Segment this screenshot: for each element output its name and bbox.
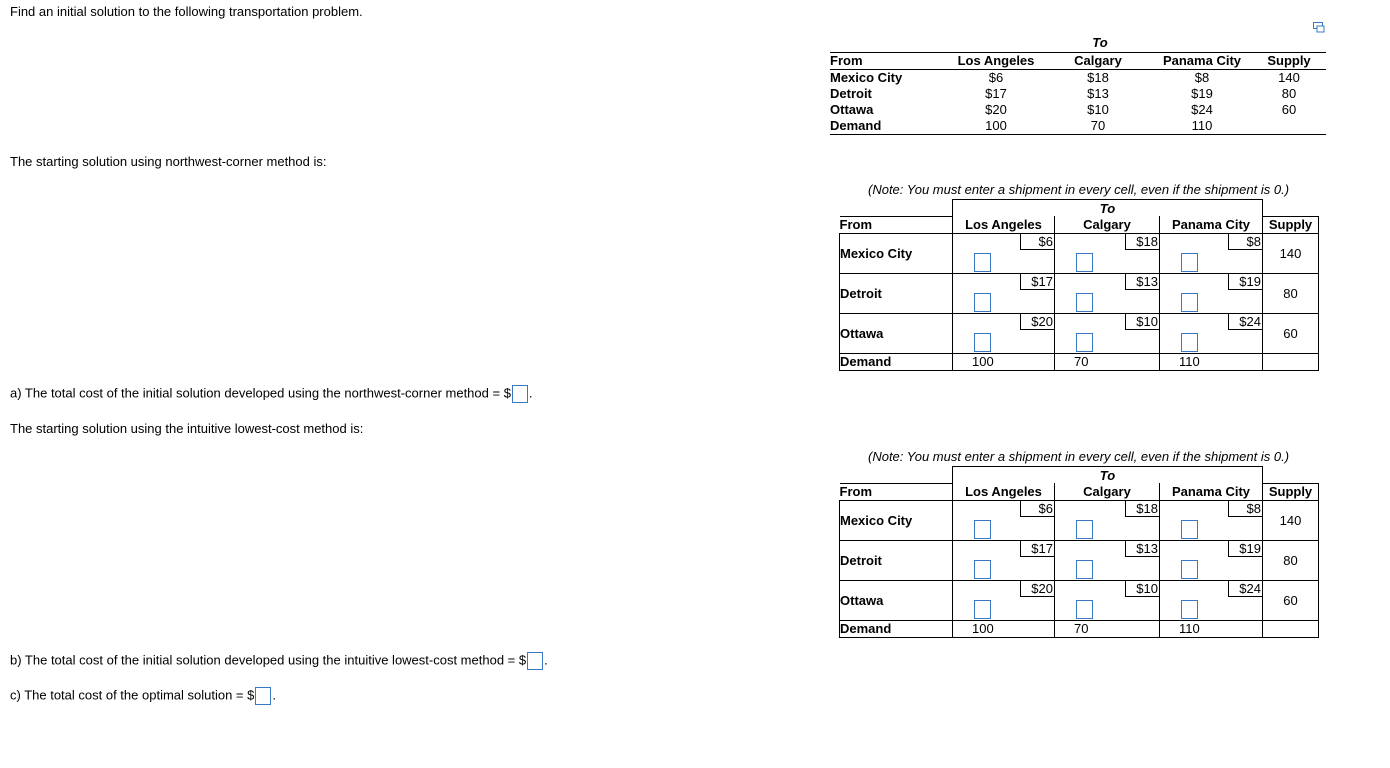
- from-header: From: [830, 53, 948, 70]
- demand-value: 70: [1055, 620, 1160, 637]
- optimal-cost-input[interactable]: [255, 687, 271, 705]
- shipment-input[interactable]: [1076, 333, 1093, 352]
- cost-value: $18: [1125, 501, 1159, 517]
- shipment-input[interactable]: [974, 520, 991, 539]
- cost-value: $24: [1191, 102, 1213, 117]
- shipment-note: (Note: You must enter a shipment in every cell, even if the shipment is 0.): [868, 182, 1290, 197]
- shipment-input[interactable]: [1076, 520, 1093, 539]
- supply-value: 60: [1263, 313, 1319, 353]
- source-label: Ottawa: [840, 580, 953, 620]
- nw-intro: The starting solution using northwest-corner method is:: [10, 154, 327, 169]
- supply-value: 80: [1281, 86, 1297, 101]
- supply-value: 140: [1263, 233, 1319, 273]
- shipment-cell: [953, 500, 1055, 540]
- dest-header: Calgary: [1055, 483, 1160, 500]
- cost-value: $6: [1020, 501, 1054, 517]
- supply-value: 80: [1263, 540, 1319, 580]
- cost-value: $19: [1228, 274, 1262, 290]
- dest-header: Panama City: [1160, 216, 1263, 233]
- cost-value: $24: [1228, 314, 1262, 330]
- shipment-cell: [1160, 540, 1263, 580]
- shipment-cell: [953, 273, 1055, 313]
- to-header: To: [953, 200, 1263, 217]
- shipment-cell: [1160, 580, 1263, 620]
- nw-shipment-grid: [839, 199, 1319, 371]
- cost-value: $10: [1125, 314, 1159, 330]
- supply-value: 60: [1263, 580, 1319, 620]
- problem-data-table: [830, 34, 1326, 135]
- demand-label: Demand: [840, 620, 953, 637]
- source-label: Detroit: [830, 86, 872, 101]
- supply-value: 80: [1263, 273, 1319, 313]
- demand-value: 70: [1044, 118, 1152, 135]
- from-header: From: [840, 216, 953, 233]
- shipment-input[interactable]: [974, 600, 991, 619]
- cost-value: $8: [1194, 70, 1210, 85]
- shipment-cell: [953, 313, 1055, 353]
- copy-icon[interactable]: [1313, 21, 1325, 33]
- lc-shipment-grid: [839, 466, 1319, 638]
- supply-header: Supply: [1263, 483, 1319, 500]
- supply-header: Supply: [1263, 216, 1319, 233]
- shipment-input[interactable]: [974, 253, 991, 272]
- question-a-suffix: .: [528, 385, 533, 401]
- shipment-input[interactable]: [1181, 293, 1198, 312]
- cost-value: $13: [1125, 541, 1159, 557]
- shipment-input[interactable]: [1181, 520, 1198, 539]
- cost-value: $6: [988, 70, 1004, 85]
- dest-header: Panama City: [1152, 53, 1252, 70]
- source-label: Ottawa: [830, 102, 874, 117]
- shipment-input[interactable]: [974, 333, 991, 352]
- question-c-text: c) The total cost of the optimal solution = $: [10, 687, 255, 703]
- question-b-text: b) The total cost of the initial solution developed using the intuitive lowest-cost method = $: [10, 652, 527, 668]
- shipment-input[interactable]: [1181, 600, 1198, 619]
- cost-value: $10: [1087, 102, 1109, 117]
- shipment-cell: [1160, 313, 1263, 353]
- cost-value: $18: [1087, 70, 1109, 85]
- shipment-input[interactable]: [1076, 600, 1093, 619]
- cost-value: $20: [1020, 581, 1054, 597]
- demand-label: Demand: [830, 118, 948, 135]
- supply-header: Supply: [1252, 53, 1326, 70]
- shipment-cell: [953, 540, 1055, 580]
- question-c: [10, 687, 276, 705]
- lc-total-cost-input[interactable]: [527, 652, 543, 670]
- source-label: Detroit: [840, 540, 953, 580]
- shipment-input[interactable]: [1076, 560, 1093, 579]
- source-label: Detroit: [840, 273, 953, 313]
- cost-value: $20: [985, 102, 1007, 117]
- demand-value: 100: [953, 353, 1055, 370]
- cost-value: $13: [1125, 274, 1159, 290]
- shipment-cell: [1055, 580, 1160, 620]
- cost-value: $17: [985, 86, 1007, 101]
- to-header: To: [953, 467, 1263, 484]
- dest-header: Calgary: [1055, 216, 1160, 233]
- dest-header: Calgary: [1044, 53, 1152, 70]
- cost-value: $17: [1020, 274, 1054, 290]
- cost-value: $6: [1020, 234, 1054, 250]
- question-a: [10, 385, 533, 403]
- cost-value: $24: [1228, 581, 1262, 597]
- shipment-cell: [1160, 273, 1263, 313]
- problem-intro: Find an initial solution to the following transportation problem.: [10, 4, 363, 19]
- shipment-input[interactable]: [1076, 253, 1093, 272]
- shipment-cell: [1055, 500, 1160, 540]
- shipment-note: (Note: You must enter a shipment in every cell, even if the shipment is 0.): [868, 449, 1290, 464]
- shipment-input[interactable]: [974, 560, 991, 579]
- cost-value: $13: [1087, 86, 1109, 101]
- shipment-cell: [1055, 540, 1160, 580]
- source-label: Mexico City: [830, 70, 903, 85]
- question-c-suffix: .: [272, 687, 276, 703]
- question-a-text: a) The total cost of the initial solution developed using the northwest-corner method = $: [10, 385, 511, 401]
- nw-total-cost-input[interactable]: [512, 385, 528, 403]
- supply-value: 60: [1281, 102, 1297, 117]
- demand-value: 100: [953, 620, 1055, 637]
- shipment-cell: [1160, 233, 1263, 273]
- to-header: To: [948, 34, 1252, 53]
- question-b: [10, 652, 548, 670]
- supply-value: 140: [1278, 70, 1300, 85]
- cost-value: $8: [1228, 501, 1262, 517]
- shipment-cell: [1160, 500, 1263, 540]
- source-label: Mexico City: [840, 500, 953, 540]
- lc-intro: The starting solution using the intuitive lowest-cost method is:: [10, 421, 364, 436]
- supply-value: 140: [1263, 500, 1319, 540]
- source-label: Ottawa: [840, 313, 953, 353]
- shipment-cell: [1055, 233, 1160, 273]
- cost-value: $19: [1191, 86, 1213, 101]
- shipment-input[interactable]: [1181, 560, 1198, 579]
- demand-label: Demand: [840, 353, 953, 370]
- shipment-input[interactable]: [1181, 253, 1198, 272]
- demand-value: 70: [1055, 353, 1160, 370]
- from-header: From: [840, 483, 953, 500]
- question-b-suffix: .: [544, 652, 548, 668]
- cost-value: $18: [1125, 234, 1159, 250]
- demand-value: 110: [1160, 353, 1263, 370]
- cost-value: $10: [1125, 581, 1159, 597]
- shipment-cell: [1055, 313, 1160, 353]
- shipment-input[interactable]: [974, 293, 991, 312]
- shipment-cell: [953, 580, 1055, 620]
- cost-value: $20: [1020, 314, 1054, 330]
- shipment-cell: [1055, 273, 1160, 313]
- shipment-input[interactable]: [1076, 293, 1093, 312]
- shipment-input[interactable]: [1181, 333, 1198, 352]
- cost-value: $8: [1228, 234, 1262, 250]
- cost-value: $19: [1228, 541, 1262, 557]
- demand-value: 110: [1152, 118, 1252, 135]
- dest-header: Panama City: [1160, 483, 1263, 500]
- demand-value: 100: [948, 118, 1044, 135]
- cost-value: $17: [1020, 541, 1054, 557]
- dest-header: Los Angeles: [953, 483, 1055, 500]
- demand-value: 110: [1160, 620, 1263, 637]
- dest-header: Los Angeles: [948, 53, 1044, 70]
- dest-header: Los Angeles: [953, 216, 1055, 233]
- source-label: Mexico City: [840, 233, 953, 273]
- shipment-cell: [953, 233, 1055, 273]
